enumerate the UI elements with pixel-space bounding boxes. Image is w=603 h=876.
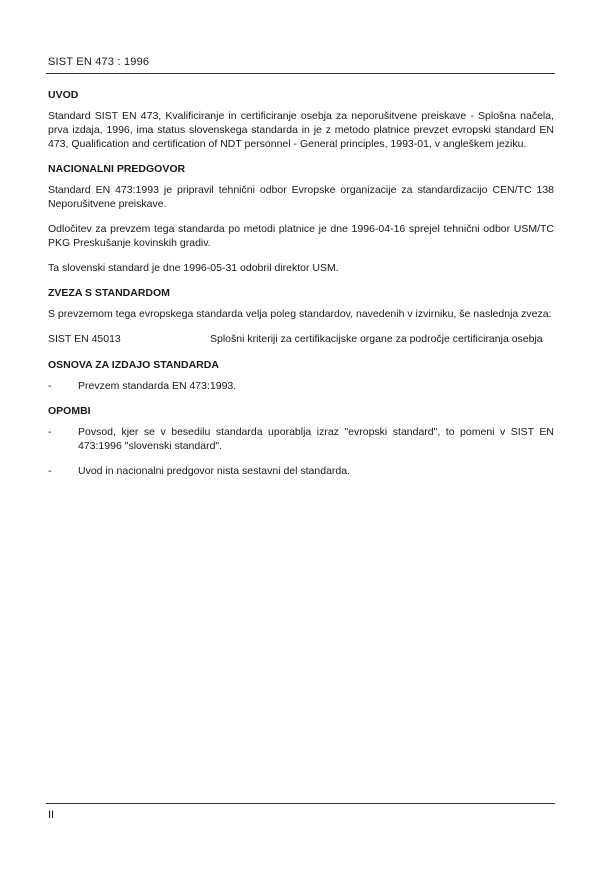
- section-heading: ZVEZA S STANDARDOM: [48, 287, 170, 299]
- section-heading: OPOMBI: [48, 405, 91, 417]
- reference-row: [48, 332, 554, 346]
- paragraph: Ta slovenski standard je dne 1996-05-31 odobril direktor USM.: [48, 262, 339, 274]
- section-opombi: [48, 404, 554, 478]
- section-heading: OSNOVA ZA IZDAJO STANDARDA: [48, 359, 219, 371]
- section-heading: NACIONALNI PREDGOVOR: [48, 163, 186, 175]
- list-item: [48, 464, 554, 478]
- list-dash: -: [48, 465, 52, 477]
- section-uvod: [48, 88, 554, 151]
- section-zveza-s-standardom: [48, 286, 554, 346]
- list-dash: -: [48, 380, 52, 392]
- list-item-text: Povsod, kjer se v besedilu standarda uporablja izraz "evropski standard", to pomeni v SIST EN 473:1996 "slovenski standard".: [78, 426, 554, 452]
- paragraph: Standard SIST EN 473, Kvalificiranje in certificiranje osebja za neporušitvene preiskave - Splošna načela, prva izdaja, 1996, ima status slovenskega standarda in je z metodo platnice prevzet evropski standard EN 473, Qualification and certification of NDT personnel - General principles, 1993-01, v angleškem jeziku.: [48, 110, 554, 150]
- section-osnova-za-izdajo: [48, 358, 554, 393]
- list-item-text: Uvod in nacionalni predgovor nista sestavni del standarda.: [78, 465, 351, 477]
- document-code: SIST EN 473 : 1996: [48, 56, 150, 68]
- reference-code: SIST EN 45013: [48, 333, 121, 345]
- list-dash: -: [48, 426, 52, 438]
- header-divider: [46, 73, 555, 74]
- section-nacionalni-predgovor: [48, 162, 554, 275]
- paragraph: Odločitev za prevzem tega standarda po metodi platnice je dne 1996-04-16 sprejel tehnični odbor USM/TC PKG Preskušanje kovinskih gradiv.: [48, 223, 554, 249]
- page-number: II: [48, 809, 55, 821]
- paragraph: S prevzemom tega evropskega standarda velja poleg standardov, navedenih v izvirniku, še naslednja zveza:: [48, 308, 552, 320]
- footer-divider: [46, 803, 555, 804]
- document-body: [48, 88, 554, 489]
- section-heading: UVOD: [48, 89, 79, 101]
- reference-title: Splošni kriteriji za certifikacijske organe za področje certificiranja osebja: [210, 333, 543, 345]
- list-item-text: Prevzem standarda EN 473:1993.: [78, 380, 237, 392]
- list-item: [48, 379, 554, 393]
- paragraph: Standard EN 473:1993 je pripravil tehnični odbor Evropske organizacije za standardizacijo CEN/TC 138 Neporušitvene preiskave.: [48, 184, 554, 210]
- list-item: [48, 425, 554, 453]
